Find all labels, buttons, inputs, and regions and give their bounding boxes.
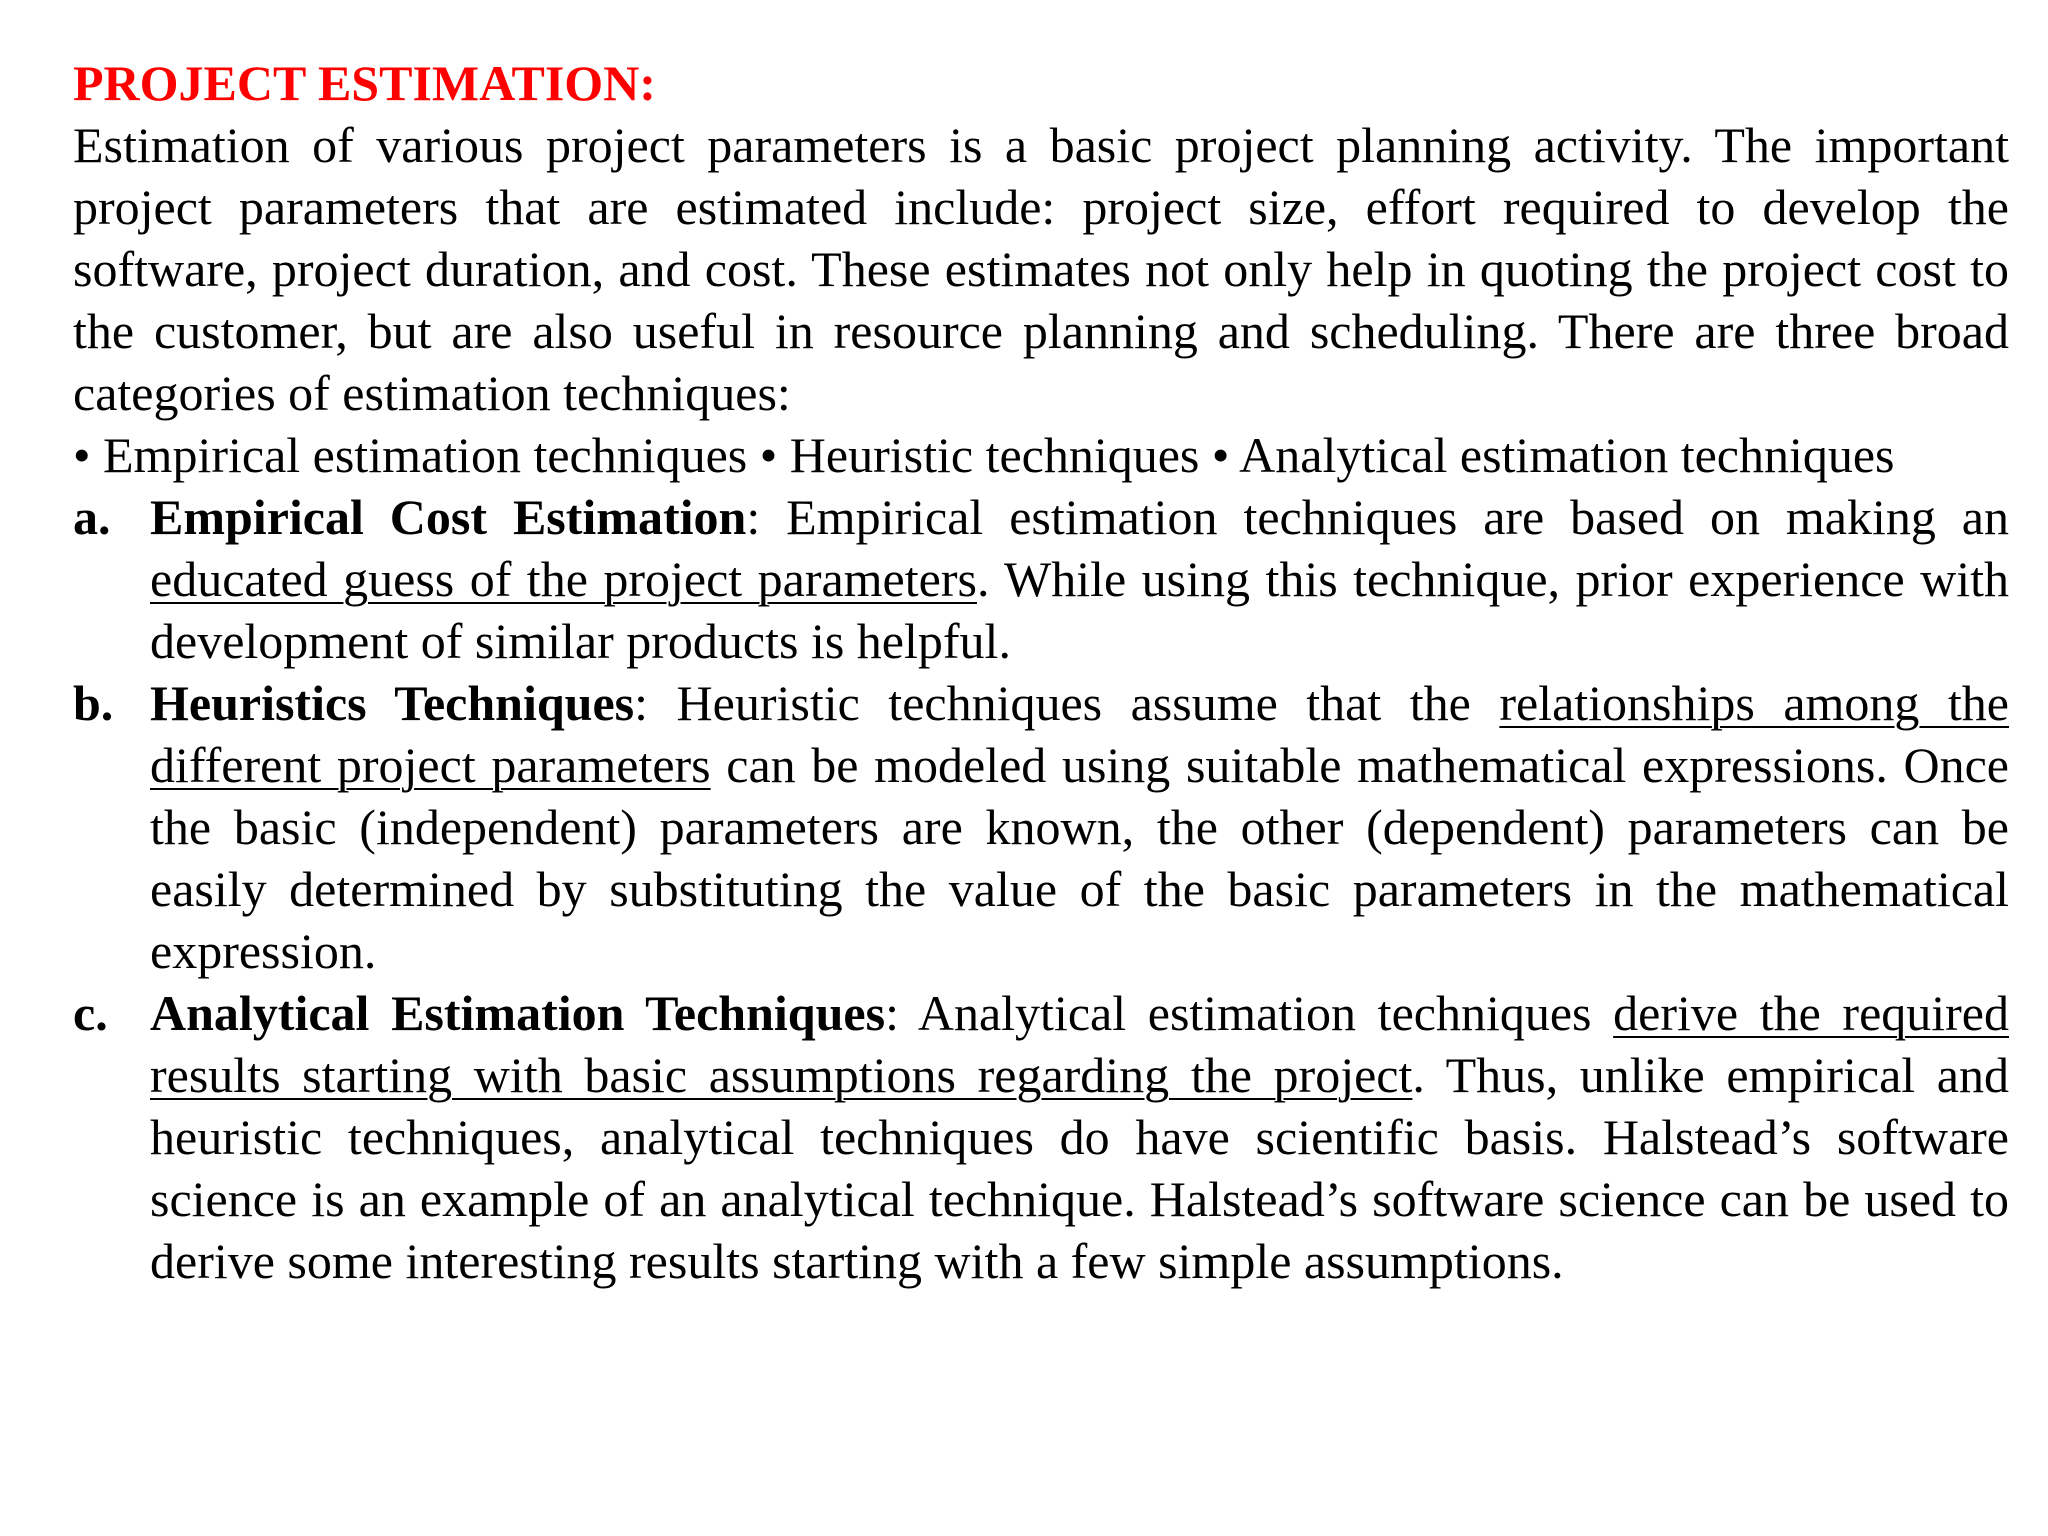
technique-categories-line xyxy=(73,424,2009,486)
item-text-post: can be modeled using suitable mathematical expressions. Once the basic (independent) parameters are known, the other (dependent) parameters can be easily determined by substituting the value of the basic parameters in the mathematical expression. xyxy=(150,737,2009,979)
item-text-post: . While using this technique, prior experience with development of similar products is helpful. xyxy=(150,551,2009,669)
item-term: Heuristics Techniques xyxy=(150,675,635,731)
item-marker: b. xyxy=(73,675,114,731)
list-item-heuristic xyxy=(73,672,2009,982)
item-colon: : xyxy=(885,985,918,1041)
item-marker: c. xyxy=(73,985,108,1041)
item-text-pre: Heuristic techniques assume that the xyxy=(676,675,1500,731)
item-term: Empirical Cost Estimation xyxy=(150,489,747,545)
item-term: Analytical Estimation Techniques xyxy=(150,985,886,1041)
list-item-analytical xyxy=(73,982,2009,1292)
category-analytical: • Analytical estimation techniques xyxy=(1211,427,1895,483)
item-underlined-text: educated guess of the project parameters xyxy=(150,551,977,607)
item-underlined-text: derive the required results starting with basic assumptions regarding the project xyxy=(150,985,2010,1103)
category-empirical: • Empirical estimation techniques xyxy=(73,427,748,483)
item-colon: : xyxy=(634,675,677,731)
item-text-pre: Empirical estimation techniques are based on making an xyxy=(786,489,2009,545)
document-page xyxy=(73,52,2009,1292)
item-underlined-text: relationships among the different project parameters xyxy=(150,675,2009,793)
section-heading: PROJECT ESTIMATION: xyxy=(73,55,656,111)
category-heuristic: • Heuristic techniques xyxy=(759,427,1200,483)
intro-paragraph: Estimation of various project parameters is a basic project planning activity. The important project parameters that are estimated include: project size, effort required to develop the software, project duration, and cost. These estimates not only help in quoting the project cost to the customer, but are also useful in resource planning and scheduling. There are three broad categories of estimation techniques: xyxy=(73,117,2009,421)
item-text-post: . Thus, unlike empirical and heuristic techniques, analytical techniques do have scientific basis. Halstead’s software science is an example of an analytical technique. Halstead’s software science can be used to derive some interesting results starting with a few simple assumptions. xyxy=(150,1047,2009,1289)
list-item-empirical xyxy=(73,486,2009,672)
item-marker: a. xyxy=(73,489,111,545)
technique-list xyxy=(73,486,2009,1292)
item-colon: : xyxy=(746,489,787,545)
item-text-pre: Analytical estimation techniques xyxy=(917,985,1614,1041)
